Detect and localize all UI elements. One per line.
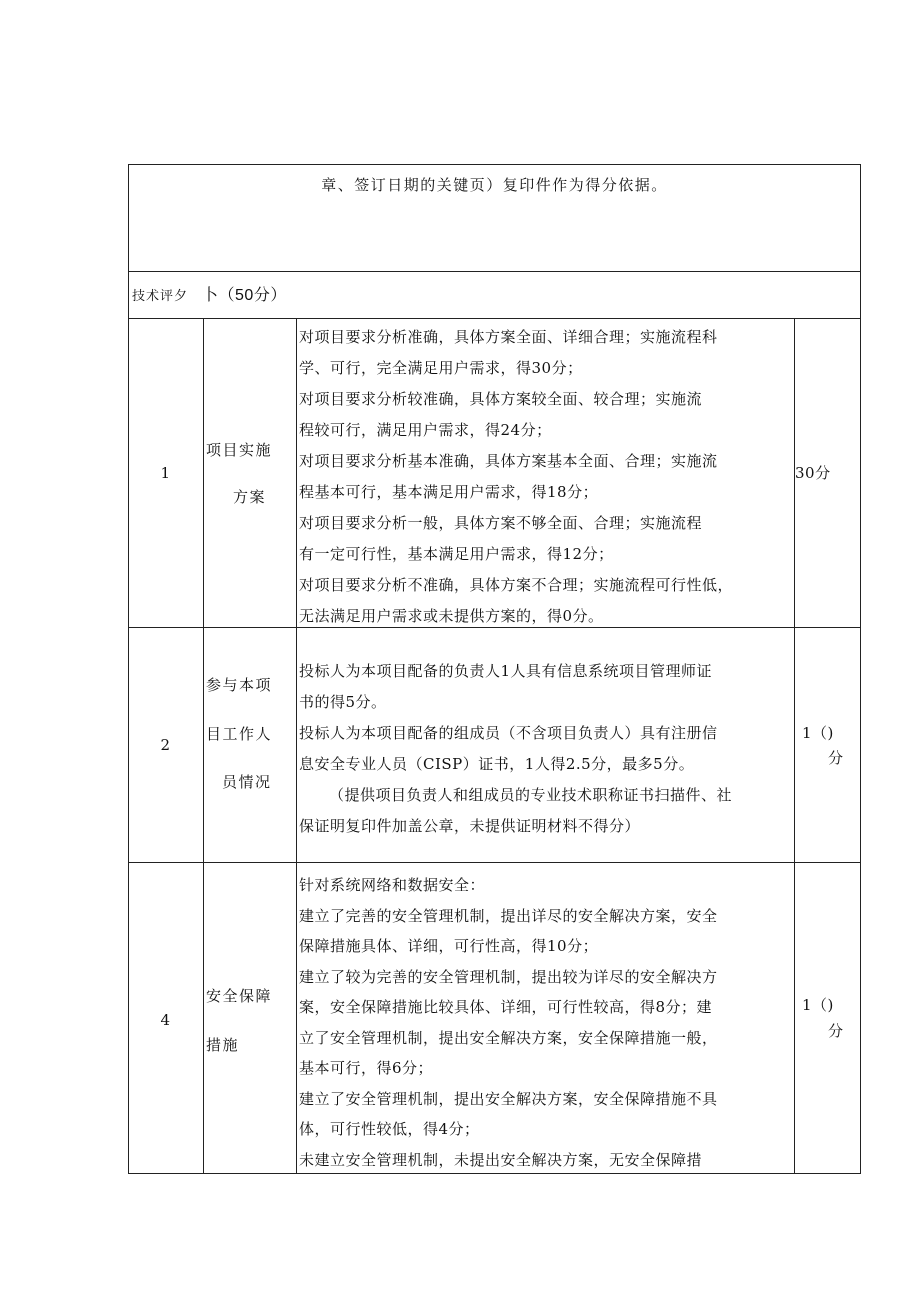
criteria-line: 建立了较为完善的安全管理机制，提出较为详尽的安全解决方: [299, 967, 718, 986]
item-name: 方案: [233, 488, 267, 506]
criteria-line: 书的得5分。: [299, 693, 387, 711]
criteria-line: 对项目要求分析不准确，具体方案不合理；实施流程可行性低，: [299, 576, 734, 594]
criteria-line: 无法满足用户需求或未提供方案的，得0分。: [299, 607, 604, 625]
item-name: 项目实施: [206, 441, 273, 459]
criteria-line: 对项目要求分析基本准确，具体方案基本全面、合理；实施流: [299, 452, 718, 470]
column-divider: [296, 318, 297, 1174]
item-name: 员情况: [222, 773, 272, 791]
max-score: 1（): [802, 996, 834, 1014]
table-rule: [128, 318, 861, 319]
column-divider: [203, 318, 204, 1174]
criteria-line: 学、可行，完全满足用户需求，得30分；: [299, 359, 583, 377]
criteria-line: 针对系统网络和数据安全：: [299, 876, 486, 894]
max-score: 分: [828, 1022, 844, 1040]
criteria-line: 对项目要求分析准确，具体方案全面、详细合理；实施流程科: [299, 328, 718, 346]
max-score: 30分: [795, 464, 831, 482]
criteria-line: 有一定可行性，基本满足用户需求，得12分；: [299, 545, 614, 563]
criteria-line: 体，可行性较低，得4分；: [299, 1120, 480, 1138]
table-border-right: [860, 164, 861, 1174]
criteria-line: 息安全专业人员（CISP）证书，1人得2.5分，最多5分。: [299, 755, 695, 773]
criteria-line: 案，安全保障措施比较具体、详细，可行性较高，得8分；建: [299, 998, 713, 1016]
item-name: 参与本项: [206, 676, 273, 694]
criteria-line: 投标人为本项目配备的负责人1人具有信息系统项目管理师证: [299, 662, 713, 680]
scoring-criteria: [299, 322, 795, 632]
criteria-line: 未建立安全管理机制，未提出安全解决方案，无安全保障措: [299, 1150, 703, 1169]
max-score: 1（): [802, 724, 834, 742]
criteria-line: 对项目要求分析一般，具体方案不够全面、合理；实施流程: [299, 514, 703, 532]
table-border-top: [128, 164, 861, 165]
criteria-line: 建立了完善的安全管理机制，提出详尽的安全解决方案，安全: [299, 906, 718, 925]
criteria-line: 保障措施具体、详细，可行性高，得10分；: [299, 937, 599, 955]
section-points: 卜（50分）: [202, 287, 287, 304]
criteria-line: 建立了安全管理机制，提出安全解决方案，安全保障措施不具: [299, 1089, 718, 1108]
criteria-line: 基本可行，得6分；: [299, 1059, 434, 1077]
criteria-line: 对项目要求分析较准确，具体方案较全面、较合理；实施流: [299, 390, 703, 408]
table-rule: [128, 271, 861, 272]
row-number: 4: [160, 1011, 171, 1029]
section-title: 技术评夕: [132, 289, 189, 304]
criteria-line: （提供项目负责人和组成员的专业技术职称证书扫描件、社: [329, 786, 733, 804]
row-number: 1: [160, 464, 171, 482]
row-number: 2: [160, 736, 171, 754]
criteria-line: 程较可行，满足用户需求，得24分；: [299, 421, 552, 439]
max-score: 分: [828, 749, 844, 767]
continuation-text: 章、签订日期的关键页）复印件作为得分依据。: [321, 176, 668, 194]
criteria-line: 立了安全管理机制，提出安全解决方案，安全保障措施一般，: [299, 1028, 718, 1047]
scoring-criteria: [299, 656, 795, 842]
criteria-line: 保证明复印件加盖公章，未提供证明材料不得分）: [299, 817, 641, 835]
item-name: 目工作人: [206, 725, 273, 743]
criteria-line: 投标人为本项目配备的组成员（不含项目负责人）具有注册信: [299, 724, 718, 742]
table-rule: [128, 862, 861, 863]
scoring-table: [128, 164, 861, 1174]
scoring-criteria: [299, 870, 795, 1175]
item-name: 安全保障: [206, 987, 273, 1005]
item-name: 措施: [206, 1036, 240, 1054]
section-heading: [132, 280, 287, 312]
criteria-line: 程基本可行，基本满足用户需求，得18分；: [299, 483, 599, 501]
